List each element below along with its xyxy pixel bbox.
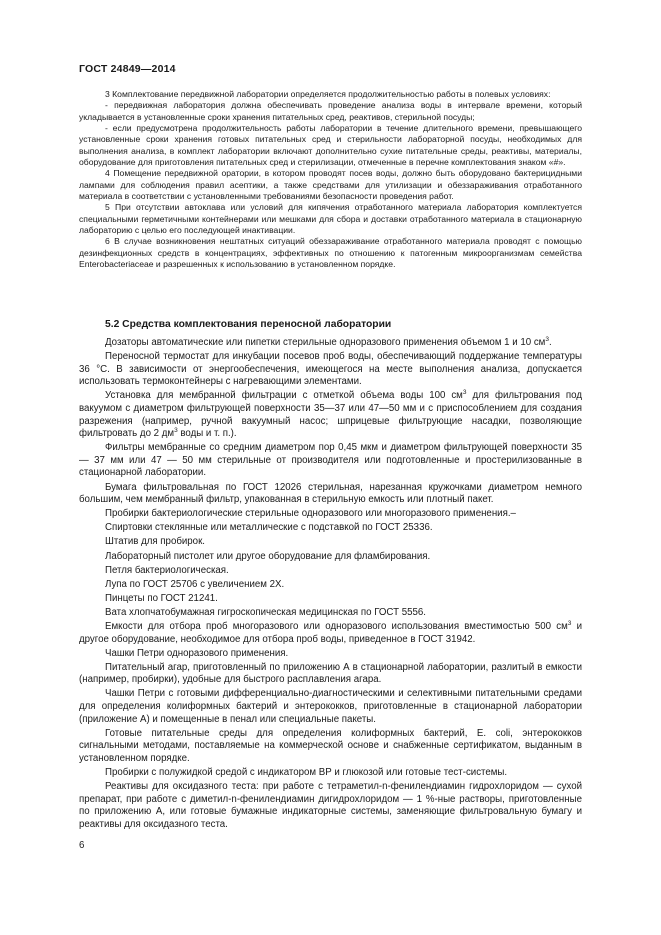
body-text — [79, 337, 582, 833]
paragraph-magnifier: Лупа по ГОСТ 25706 с увеличением 2Х. — [105, 578, 285, 590]
paragraph-loop: Петля бактериологическая. — [105, 564, 229, 576]
paragraph-dispensers: Дозаторы автоматические или пипетки стерильные одноразового применения объемом 1 и 10 $см^3$. — [105, 336, 552, 348]
paragraph-test-tubes: Пробирки бактериологические стерильные одноразового или многоразового применения.– — [105, 508, 516, 520]
paragraph-spirit-lamps: Спиртовки стеклянные или металлические с подставкой по ГОСТ 25336. — [105, 522, 433, 534]
paragraph-nutrient-agar: Питательный агар, приготовленный по приложению А в стационарной лаборатории, разлитый в емкости (например, пробирки), удобные для быстрого расплавления агара. — [79, 661, 582, 686]
paragraph-oxidase-reagents: Реактивы для оксидазного теста: при работе с тетраметил-n-фенилендиамин гидрохлоридом — сухой препарат, при работе с диметил-n-фенилендиамин дигидрохлоридом — 1 %-ные растворы, приготовленные по приложению А, или готовые бумажные индикаторные системы, заменяющие фильтровальную бумагу и реактивы для оксидазного теста. — [79, 781, 582, 830]
note-4: 4 Помещение передвижной оратории, в котором проводят посев воды, должно быть оборудовано бактерицидными лампами для соблюдения правил асептики, а также средствами для утилизации и обеззараживания отработанного материала в соответствии с установленными требованиями безопасности проведения работ. — [79, 168, 582, 202]
paragraph-petri-dishes: Чашки Петри одноразового применения. — [105, 647, 289, 659]
notes-block — [79, 89, 582, 271]
paragraph-membrane-filters: Фильтры мембранные со средним диаметром пор 0,45 мкм и диаметром фильтрующей поверхности 35 — 37 мм или 47 — 50 мм стерильные от производителя или подготовленные и простерилизованные в стационарной лаборатории. — [79, 442, 582, 479]
paragraph-petri-media: Чашки Петри с готовыми дифференциально-диагностическими и селективными питательными средами для определения колиформных бактерий и энтерококков, приготовленные в стационарной лаборатории (приложение А) и помещенные в пенал или специальные пакеты. — [79, 688, 582, 725]
paragraph-thermostat: Переносной термостат для инкубации посевов проб воды, обеспечивающий поддержание температуры 36 °C. В зависимости от энергообеспечения, имеющегося на месте выполнения анализа, допускается использовать термоконтейнеры с нагревающими элементами. — [79, 351, 582, 388]
paragraph-filtration-unit: Установка для мембранной фильтрации с отметкой объема воды 100 $см^3$ для фильтрования под вакуумом с диаметром фильтрующей поверхности 35—37 или 47—50 мм и с приспособлением для создания разрежения (например, ручной вакуумный насос; шприцевые фильтрующие насадки, позволяющие фильтровать до 2 $дм^3$ воды и т. п.). — [79, 389, 582, 440]
paragraph-filter-paper: Бумага фильтровальная по ГОСТ 12026 стерильная, нарезанная кружочками диаметром немного большим, чем мембранный фильтр, упакованная в стерильную емкость или плотный пакет. — [79, 481, 582, 506]
note-5: 5 При отсутствии автоклава или условий для кипячения отработанного материала лаборатория комплектуется специальными герметичными контейнерами или мешками для сбора и доставки отработанного материала в стационарную лабораторию с целью его последующей инактивации. — [79, 202, 582, 236]
paragraph-tube-rack: Штатив для пробирок. — [105, 536, 205, 548]
section-title: 5.2 Средства комплектования переносной лаборатории — [105, 319, 392, 330]
page-number: 6 — [79, 840, 85, 851]
note-6: 6 В случае возникновения нештатных ситуаций обеззараживание отработанного материала проводят с помощью дезинфекционных средств в концентрациях, эффективных по отношению к патогенным микроорганизмам семейства Enterobacteriaceae и разрешенных к использованию в установленном порядке. — [79, 236, 582, 270]
note-3: 3 Комплектование передвижной лаборатории определяется продолжительностью работы в полевых условиях: — [105, 89, 551, 99]
paragraph-semisolid-tubes: Пробирки с полужидкой средой с индикатором ВР и глюкозой или готовые тест-системы. — [105, 767, 508, 778]
paragraph-tweezers: Пинцеты по ГОСТ 21241. — [105, 592, 218, 604]
note-3-item-2: - если предусмотрена продолжительность работы лаборатории в течение длительного времени, превышающего установленные сроки хранения готовых питательных сред и стерильности лабораторной посуды, необходимых для выполнения анализа, в комплект лаборатории включают дополнительно сухие питательные среды, реактивы, материалы, оборудование для приготовления питательных сред и стерилизации, отмеченные в перечне комплектования знаком «#». — [79, 123, 582, 168]
standard-header: ГОСТ 24849—2014 — [79, 63, 176, 75]
note-3-item-1: - передвижная лаборатория должна обеспечивать проведение анализа воды в интервале времени, который укладывается в установленные сроки хранения питательных сред, реактивов, стерильной посуды; — [79, 100, 582, 122]
paragraph-lab-torch: Лабораторный пистолет или другое оборудование для фламбирования. — [105, 550, 431, 562]
paragraph-cotton: Вата хлопчатобумажная гигроскопическая медицинская по ГОСТ 5556. — [105, 606, 426, 618]
paragraph-ready-media: Готовые питательные среды для определения колиформных бактерий, E. coli, энтерококков сигнальными методами, поставляемые на коммерческой основе и снабженные сертификатом, выданным в установленном порядке. — [79, 727, 582, 764]
paragraph-sample-containers: Емкости для отбора проб многоразового или одноразового использования вместимостью 500 $см^3$ и другое оборудование, необходимое для отбора проб воды, приведенное в ГОСТ 31942. — [79, 619, 582, 645]
